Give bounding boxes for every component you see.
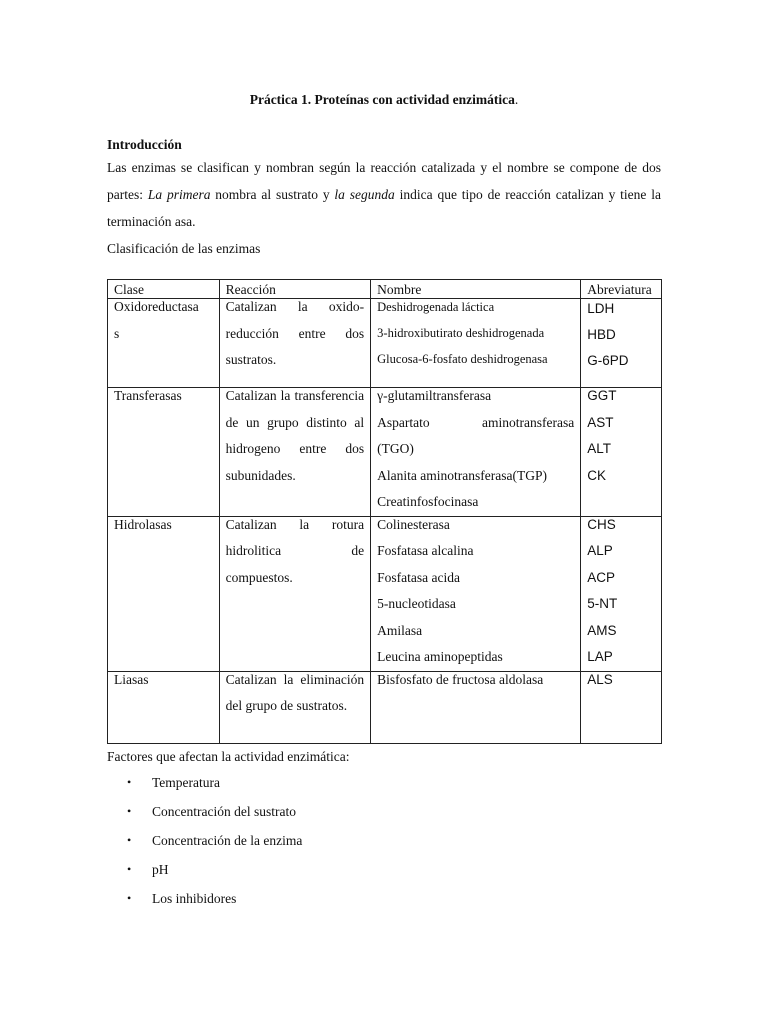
list-item (107, 855, 661, 884)
cell-abreviatura (581, 516, 662, 671)
abrev-line: LDH (587, 301, 615, 316)
abrev-line: HBD (587, 327, 616, 342)
abrev-line: CHS (587, 516, 616, 532)
cell-clase (108, 671, 220, 743)
abrev-line: ACP (587, 569, 616, 585)
abrev-line: ALT (587, 441, 612, 456)
table-row (108, 299, 662, 388)
nombre-line: Leucina aminopeptidas (377, 649, 503, 664)
factors-section (107, 746, 661, 913)
nombre-line: Deshidrogenada láctica (377, 300, 495, 314)
enzyme-table (107, 279, 662, 744)
bullet-icon: • (127, 775, 132, 789)
abrev-line: ALS (587, 671, 613, 687)
abrev-line: LAP (587, 649, 613, 664)
abrev-line: G-6PD (587, 353, 629, 368)
table-row (108, 388, 662, 517)
nombre-line: γ-glutamiltransferasa (377, 388, 492, 403)
factors-heading: Factores que afectan la actividad enzimática: (107, 749, 350, 764)
classification-heading: Clasificación de las enzimas (107, 241, 261, 256)
nombre-line: (TGO) (377, 441, 414, 456)
factor-label: Los inhibidores (152, 891, 237, 906)
list-item (107, 884, 661, 913)
cell-reaccion (219, 299, 370, 388)
page-title (0, 92, 768, 108)
header-nombre: Nombre (371, 280, 581, 299)
list-item (107, 768, 661, 797)
clase-line: s (114, 325, 120, 341)
factor-label: pH (152, 862, 169, 877)
table-row (108, 516, 662, 671)
table-row (108, 671, 662, 743)
reaccion-text: Catalizan la rotura hidrolitica de compuestos. (225, 516, 365, 585)
list-item (107, 826, 661, 855)
intro-text-1: Las enzimas se clasifican y nombran según la reacción catalizada y el nombre se compone de dos partes: (107, 160, 661, 202)
header-reaccion: Reacción (219, 280, 370, 299)
clase-line: Oxidoreductasa (114, 299, 199, 314)
bullet-icon: • (127, 891, 132, 905)
nombre-line: Fosfatasa alcalina (377, 543, 474, 558)
abrev-line: ALP (587, 543, 613, 558)
cell-abreviatura (581, 388, 662, 517)
abrev-line: CK (587, 467, 607, 483)
cell-clase (108, 299, 220, 388)
factor-label: Concentración del sustrato (152, 804, 296, 819)
intro-text-2: nombra al sustrato y (210, 187, 335, 202)
cell-reaccion (219, 516, 370, 671)
bullet-icon: • (127, 833, 132, 847)
header-abreviatura: Abreviatura (581, 280, 662, 299)
reaccion-text: Catalizan la oxido-reducción entre dos sustratos. (225, 299, 365, 367)
cell-nombre (371, 388, 581, 517)
abrev-line: AST (587, 414, 614, 430)
factor-label: Concentración de la enzima (152, 833, 303, 848)
cell-nombre (371, 516, 581, 671)
list-item (107, 797, 661, 826)
cell-abreviatura (581, 299, 662, 388)
nombre-line: Creatinfosfocinasa (377, 494, 479, 509)
nombre-line: Alanita aminotransferasa(TGP) (377, 467, 547, 483)
reaccion-text: Catalizan la transferencia de un grupo distinto al hidrogeno entre dos subunidades. (225, 388, 365, 483)
abrev-line: 5-NT (587, 596, 618, 611)
factor-label: Temperatura (152, 775, 221, 790)
cell-reaccion (219, 388, 370, 517)
page-title-trail: . (514, 92, 519, 107)
introduction-heading: Introducción (107, 137, 182, 152)
cell-clase (108, 516, 220, 671)
abrev-line: GGT (587, 388, 617, 403)
cell-abreviatura (581, 671, 662, 743)
cell-reaccion (219, 671, 370, 743)
intro-text-3: indica que tipo de reacción catalizan y tiene la terminación asa. (107, 187, 662, 229)
nombre-line: Glucosa-6-fosfato deshidrogenasa (377, 352, 548, 366)
nombre-line: Colinesterasa (377, 516, 450, 532)
nombre-line: Amilasa (377, 622, 423, 638)
clase-line: Transferasas (114, 388, 182, 403)
bullet-icon: • (127, 862, 132, 876)
reaccion-text: Catalizan la eliminación del grupo de sustratos. (225, 671, 365, 713)
intro-italic-1: La primera (147, 187, 211, 202)
cell-nombre (371, 671, 581, 743)
nombre-line: 5-nucleotidasa (377, 596, 456, 611)
nombre-line: Fosfatasa acida (377, 569, 460, 585)
page-title-bold: Práctica 1. Proteínas con actividad enzimática (249, 92, 515, 107)
introduction-section (107, 136, 661, 262)
nombre-line: Bisfosfato de fructosa aldolasa (377, 671, 544, 687)
cell-nombre (371, 299, 581, 388)
nombre-line: 3-hidroxibutirato deshidrogenada (377, 326, 545, 340)
clase-line: Liasas (114, 671, 149, 687)
introduction-paragraph (107, 154, 661, 235)
cell-clase (108, 388, 220, 517)
intro-italic-2: la segunda (334, 187, 395, 202)
abrev-line: AMS (587, 622, 617, 638)
header-clase: Clase (108, 280, 220, 299)
clase-line: Hidrolasas (114, 516, 172, 532)
factors-list (107, 768, 661, 913)
nombre-line: Aspartato aminotransferasa (377, 414, 575, 430)
bullet-icon: • (127, 804, 132, 818)
